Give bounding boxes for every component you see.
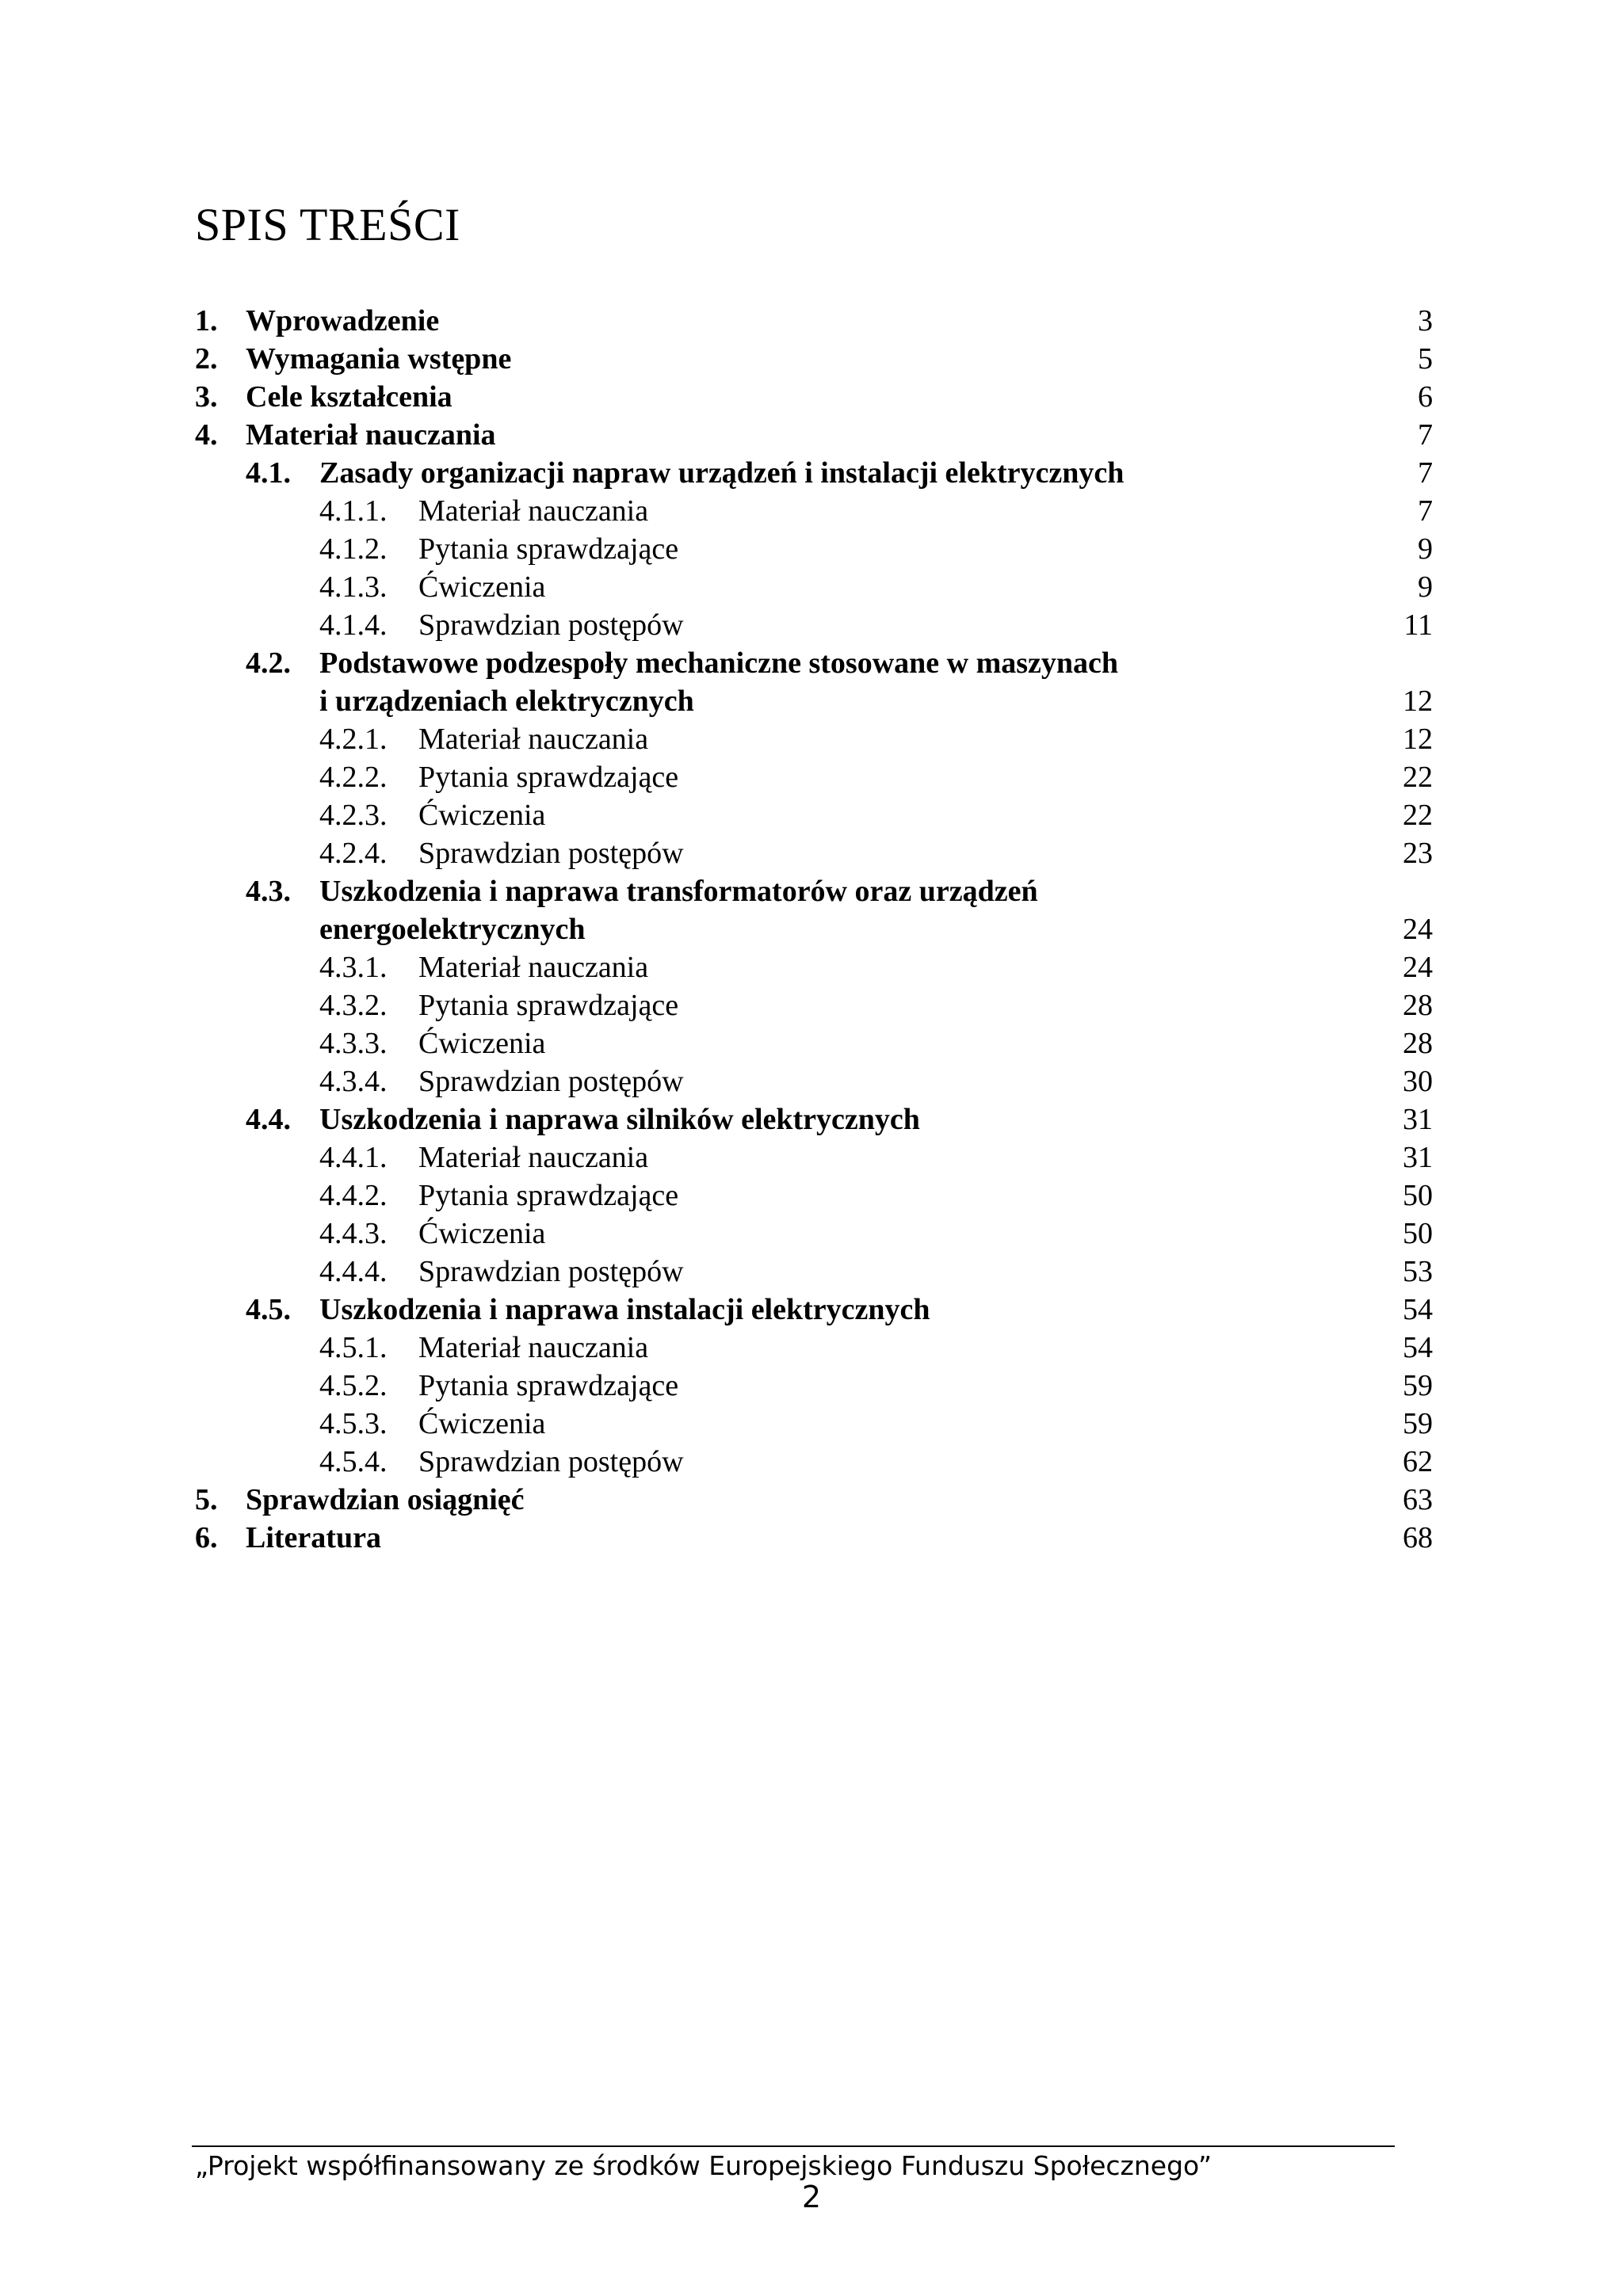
toc-entry-page: 31 [1403,1103,1433,1136]
toc-entry-number: 3. [195,380,218,414]
toc-entry-title: Sprawdzian postępów [418,1065,684,1098]
toc-entry [195,682,1433,720]
toc-entry-number: 4.1.4. [319,608,388,642]
toc-entry [195,1481,1433,1519]
toc-entry [195,454,1433,492]
toc-entry [195,948,1433,986]
toc-entry-number: 4.5. [246,1293,291,1326]
toc-entry [195,986,1433,1024]
toc-entry-page: 50 [1403,1217,1433,1250]
toc-entry-number: 4.4.4. [319,1255,388,1288]
toc-entry-number: 4.1. [246,456,291,490]
toc-entry-title: Uszkodzenia i naprawa transformatorów oraz urządzeń [319,875,1038,908]
toc-entry [195,1024,1433,1062]
toc-entry-page: 24 [1403,951,1433,984]
toc-entry-number: 4.1.2. [319,532,388,566]
toc-entry [195,910,1433,948]
toc-entry-title: Pytania sprawdzające [418,1179,679,1212]
toc-entry-title: energoelektrycznych [319,913,586,946]
toc-entry-title: Uszkodzenia i naprawa instalacji elektrycznych [319,1293,930,1326]
toc-entry [195,1253,1433,1291]
toc-entry [195,758,1433,796]
toc-entry-title: Ćwiczenia [418,570,546,604]
toc-entry [195,1291,1433,1329]
toc-entry-number: 4.1.1. [319,494,388,528]
toc-entry-number: 4.2.2. [319,761,388,794]
toc-entry-page: 31 [1403,1141,1433,1174]
toc-entry-number: 1. [195,304,218,338]
toc-entry-title: Wymagania wstępne [246,342,512,376]
toc-entry-page: 59 [1403,1369,1433,1402]
toc-entry-title: Cele kształcenia [246,380,453,414]
page-number: 2 [801,2180,822,2214]
page-title: SPIS TREŚCI [195,199,460,250]
toc-entry-page: 23 [1403,837,1433,870]
toc-entry-title: Literatura [246,1521,381,1554]
toc-entry-number: 4.4.2. [319,1179,388,1212]
toc-entry-title: i urządzeniach elektrycznych [319,685,694,718]
toc-entry-page: 53 [1403,1255,1433,1288]
toc-entry-number: 4.3.1. [319,951,388,984]
toc-entry-page: 24 [1403,913,1433,946]
toc-entry [195,492,1433,530]
toc-entry-number: 4.4. [246,1103,291,1136]
toc-entry-number: 4.5.4. [319,1445,388,1478]
toc-entry [195,872,1433,910]
toc-entry [195,1329,1433,1367]
toc-entry-number: 4.3.2. [319,989,388,1022]
toc-entry [195,1177,1433,1215]
toc-entry-title: Ćwiczenia [418,1027,546,1060]
toc-entry-page: 12 [1403,685,1433,718]
toc-entry-number: 4.3. [246,875,291,908]
toc-entry-title: Sprawdzian osiągnięć [246,1483,525,1516]
toc-entry-title: Sprawdzian postępów [418,608,684,642]
toc-entry-title: Ćwiczenia [418,799,546,832]
toc-entry-number: 4.3.3. [319,1027,388,1060]
toc-entry-page: 28 [1403,989,1433,1022]
toc-entry [195,1367,1433,1405]
footer-note: „Projekt współfinansowany ze środków Europejskiego Funduszu Społecznego” [195,2150,1212,2181]
toc-entry [195,834,1433,872]
toc-entry [195,340,1433,378]
toc-entry-title: Ćwiczenia [418,1217,546,1250]
toc-entry [195,1062,1433,1100]
toc-entry-title: Sprawdzian postępów [418,837,684,870]
toc-entry-page: 12 [1403,723,1433,756]
toc-entry [195,1405,1433,1443]
toc-entry-page: 59 [1403,1407,1433,1440]
toc-entry [195,568,1433,606]
toc-entry [195,720,1433,758]
toc-entry-number: 4.5.1. [319,1331,388,1364]
toc-entry-title: Pytania sprawdzające [418,989,679,1022]
toc-entry-page: 62 [1403,1445,1433,1478]
toc-entry-title: Ćwiczenia [418,1407,546,1440]
toc-entry-title: Pytania sprawdzające [418,761,679,794]
toc-entry-number: 4.5.3. [319,1407,388,1440]
footer-divider [192,2145,1395,2147]
toc-entry-page: 22 [1403,761,1433,794]
toc-entry-title: Podstawowe podzespoły mechaniczne stosowane w maszynach [319,646,1119,680]
toc-entry-title: Wprowadzenie [246,304,440,338]
toc-entry-title: Sprawdzian postępów [418,1255,684,1288]
toc-entry-number: 4.2.1. [319,723,388,756]
toc-entry [195,644,1433,682]
toc-entry-title: Materiał nauczania [418,1331,649,1364]
toc-entry-page: 9 [1418,532,1433,566]
toc-entry-page: 54 [1403,1331,1433,1364]
toc-entry-page: 9 [1418,570,1433,604]
toc-entry-page: 68 [1403,1521,1433,1554]
toc-entry-title: Pytania sprawdzające [418,532,679,566]
toc-entry-page: 22 [1403,799,1433,832]
toc-entry-number: 4.2.4. [319,837,388,870]
toc-entry-title: Sprawdzian postępów [418,1445,684,1478]
table-of-contents [195,302,1433,1557]
toc-entry [195,1138,1433,1177]
toc-entry-title: Materiał nauczania [418,723,649,756]
toc-entry-title: Pytania sprawdzające [418,1369,679,1402]
toc-entry-number: 4.2. [246,646,291,680]
toc-entry [195,796,1433,834]
toc-entry-number: 5. [195,1483,218,1516]
toc-entry [195,1519,1433,1557]
toc-entry-page: 28 [1403,1027,1433,1060]
toc-entry-number: 4.4.3. [319,1217,388,1250]
toc-entry-page: 50 [1403,1179,1433,1212]
toc-entry-number: 4.3.4. [319,1065,388,1098]
toc-entry-page: 7 [1418,418,1433,452]
toc-entry [195,530,1433,568]
toc-entry-page: 54 [1403,1293,1433,1326]
toc-entry-page: 63 [1403,1483,1433,1516]
toc-entry [195,1215,1433,1253]
toc-entry [195,1100,1433,1138]
toc-entry-title: Materiał nauczania [418,494,649,528]
toc-entry-page: 7 [1418,494,1433,528]
toc-entry-title: Materiał nauczania [418,951,649,984]
toc-entry-title: Uszkodzenia i naprawa silników elektrycznych [319,1103,920,1136]
toc-entry-number: 4.2.3. [319,799,388,832]
toc-entry-number: 4.1.3. [319,570,388,604]
toc-entry-page: 6 [1418,380,1433,414]
toc-entry-number: 4.4.1. [319,1141,388,1174]
toc-entry-title: Materiał nauczania [418,1141,649,1174]
toc-entry-page: 11 [1403,608,1433,642]
toc-entry-page: 30 [1403,1065,1433,1098]
toc-entry-title: Zasady organizacji napraw urządzeń i instalacji elektrycznych [319,456,1125,490]
toc-entry [195,606,1433,644]
toc-entry-number: 2. [195,342,218,376]
toc-entry-number: 4.5.2. [319,1369,388,1402]
toc-entry-page: 7 [1418,456,1433,490]
toc-entry-number: 6. [195,1521,218,1554]
toc-entry [195,1443,1433,1481]
toc-entry [195,302,1433,340]
toc-entry [195,416,1433,454]
toc-entry-number: 4. [195,418,218,452]
toc-entry-page: 3 [1418,304,1433,338]
toc-entry-title: Materiał nauczania [246,418,496,452]
toc-entry [195,378,1433,416]
toc-entry-page: 5 [1418,342,1433,376]
